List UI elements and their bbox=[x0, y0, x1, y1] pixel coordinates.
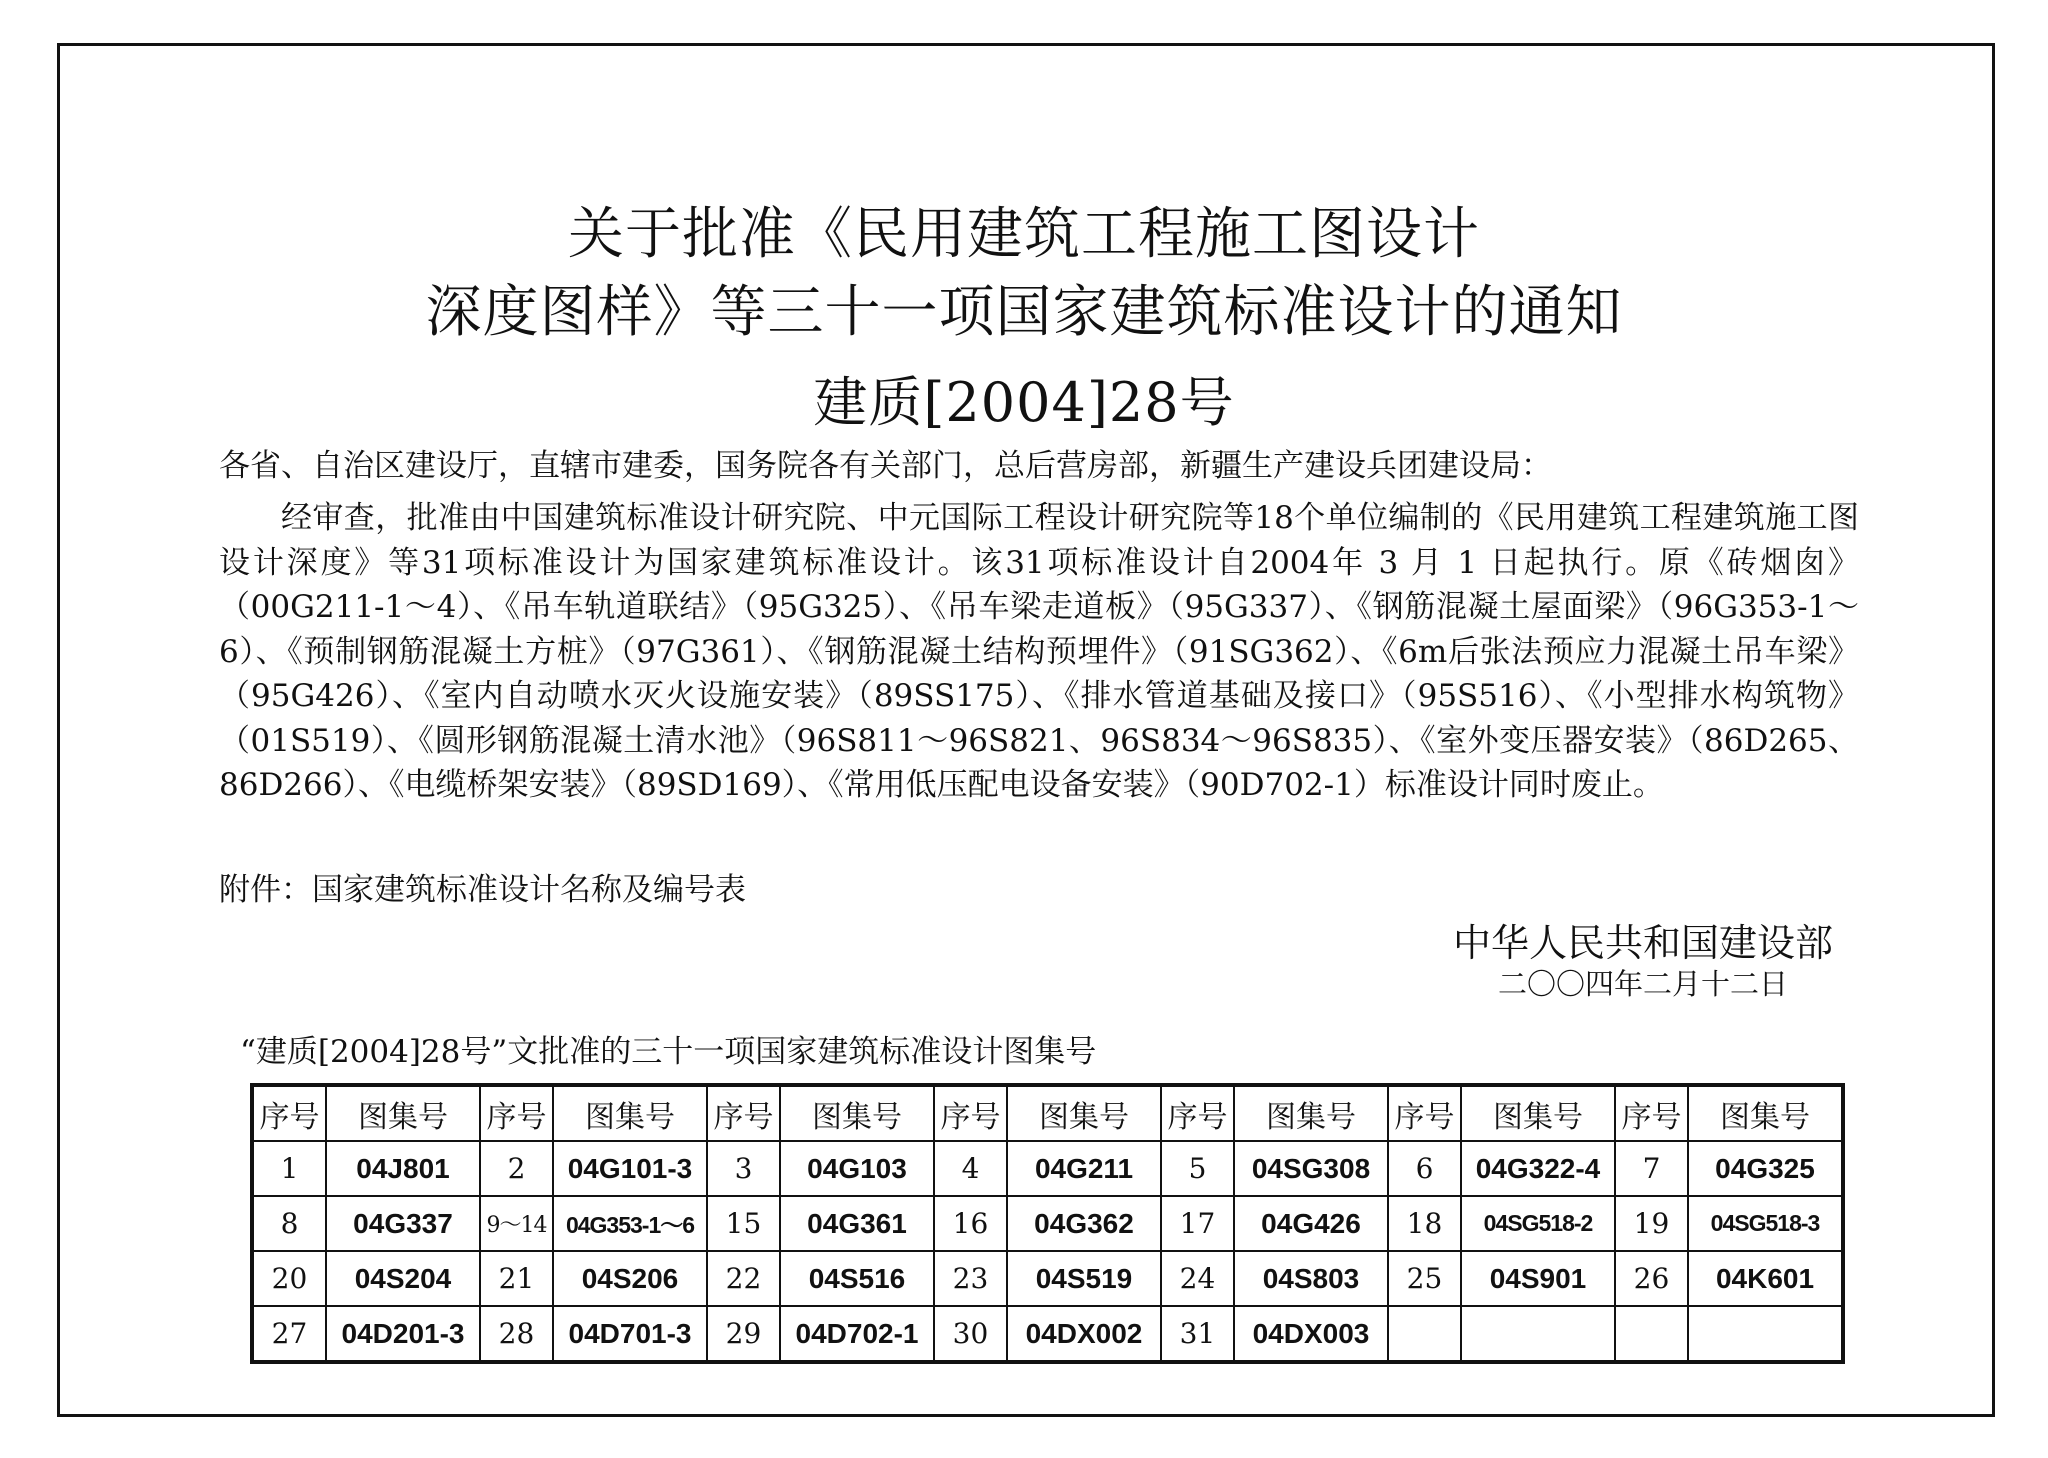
table-row bbox=[252, 1251, 1843, 1306]
header-cell-atlas-number: 图集号 bbox=[553, 1085, 707, 1141]
cell-sequence-number: 20 bbox=[252, 1251, 326, 1306]
cell-sequence-number: 31 bbox=[1161, 1306, 1234, 1362]
cell-atlas-number: 04D201-3 bbox=[326, 1306, 480, 1362]
cell-atlas-number: 04G322-4 bbox=[1461, 1141, 1615, 1196]
header-cell-number: 序号 bbox=[934, 1085, 1007, 1141]
header-cell-atlas-number: 图集号 bbox=[1234, 1085, 1388, 1141]
cell-atlas-number: 04S519 bbox=[1007, 1251, 1161, 1306]
cell-atlas-number: 04DX003 bbox=[1234, 1306, 1388, 1362]
cell-sequence-number: 4 bbox=[934, 1141, 1007, 1196]
atlas-number-table bbox=[250, 1083, 1845, 1364]
notice-title-line2: 深度图样》等三十一项国家建筑标准设计的通知 bbox=[425, 280, 1623, 345]
cell-sequence-number: 18 bbox=[1388, 1196, 1461, 1251]
cell-atlas-number: 04J801 bbox=[326, 1141, 480, 1196]
cell-sequence-number: 19 bbox=[1615, 1196, 1688, 1251]
header-cell-atlas-number: 图集号 bbox=[326, 1085, 480, 1141]
header-cell-atlas-number: 图集号 bbox=[1461, 1085, 1615, 1141]
cell-atlas-number: 04SG518-3 bbox=[1688, 1196, 1843, 1251]
cell-atlas-number: 04D701-3 bbox=[553, 1306, 707, 1362]
cell-atlas-number: 04S204 bbox=[326, 1251, 480, 1306]
cell-atlas-number: 04G426 bbox=[1234, 1196, 1388, 1251]
cell-atlas-number: 04D702-1 bbox=[780, 1306, 934, 1362]
table-row bbox=[252, 1141, 1843, 1196]
cell-atlas-number: 04G337 bbox=[326, 1196, 480, 1251]
cell-atlas-number: 04K601 bbox=[1688, 1251, 1843, 1306]
cell-sequence-number: 26 bbox=[1615, 1251, 1688, 1306]
header-cell-number: 序号 bbox=[1161, 1085, 1234, 1141]
cell-sequence-number: 22 bbox=[707, 1251, 780, 1306]
cell-sequence-number bbox=[1615, 1306, 1688, 1362]
cell-atlas-number: 04G353-1～6 bbox=[553, 1196, 707, 1251]
cell-atlas-number: 04S901 bbox=[1461, 1251, 1615, 1306]
cell-sequence-number: 2 bbox=[480, 1141, 553, 1196]
cell-sequence-number: 27 bbox=[252, 1306, 326, 1362]
header-cell-atlas-number: 图集号 bbox=[780, 1085, 934, 1141]
attachment-note: 附件：国家建筑标准设计名称及编号表 bbox=[219, 872, 746, 908]
salutation: 各省、自治区建设厅，直辖市建委，国务院各有关部门，总后营房部，新疆生产建设兵团建设局： bbox=[219, 448, 1552, 484]
cell-sequence-number: 8 bbox=[252, 1196, 326, 1251]
cell-atlas-number: 04S516 bbox=[780, 1251, 934, 1306]
body-paragraph: 经审查，批准由中国建筑标准设计研究院、中元国际工程设计研究院等18个单位编制的《民用建筑工程建筑施工图设计深度》等31项标准设计为国家建筑标准设计。该31项标准设计自2004年 3 月 1 日起执行。原《砖烟囱》（00G211-1～4）、《吊车轨道联结》（95G325）、《吊车梁走道板》（95G337）、《钢筋混凝土屋面梁》（96G353-1～6）、《预制钢筋混凝土方桩》（97G361）、《钢筋混凝土结构预埋件》（91SG362）、《6m后张法预应力混凝土吊车梁》（95G426）、《室内自动喷水灭火设施安装》（89SS175）、《排水管道基础及接口》（95S516）、《小型排水构筑物》（01S519）、《圆形钢筋混凝土清水池》（96S811～96S821、96S834～96S835）、《室外变压器安装》（86D265、86D266）、《电缆桥架安装》（89SD169）、《常用低压配电设备安装》（90D702-1）标准设计同时废止。 bbox=[219, 500, 1859, 803]
cell-atlas-number: 04G101-3 bbox=[553, 1141, 707, 1196]
cell-atlas-number: 04G325 bbox=[1688, 1141, 1843, 1196]
header-cell-atlas-number: 图集号 bbox=[1688, 1085, 1843, 1141]
cell-sequence-number: 23 bbox=[934, 1251, 1007, 1306]
table-caption: “建质[2004]28号”文批准的三十一项国家建筑标准设计图集号 bbox=[240, 1034, 1097, 1070]
header-cell-atlas-number: 图集号 bbox=[1007, 1085, 1161, 1141]
cell-sequence-number: 9～14 bbox=[480, 1196, 553, 1251]
cell-sequence-number: 3 bbox=[707, 1141, 780, 1196]
cell-atlas-number: 04S206 bbox=[553, 1251, 707, 1306]
cell-sequence-number: 16 bbox=[934, 1196, 1007, 1251]
header-cell-number: 序号 bbox=[707, 1085, 780, 1141]
header-cell-number: 序号 bbox=[480, 1085, 553, 1141]
cell-sequence-number: 6 bbox=[1388, 1141, 1461, 1196]
cell-sequence-number bbox=[1388, 1306, 1461, 1362]
cell-sequence-number: 17 bbox=[1161, 1196, 1234, 1251]
cell-sequence-number: 30 bbox=[934, 1306, 1007, 1362]
header-cell-number: 序号 bbox=[252, 1085, 326, 1141]
table-header-row bbox=[252, 1085, 1843, 1141]
cell-sequence-number: 24 bbox=[1161, 1251, 1234, 1306]
cell-atlas-number: 04SG518-2 bbox=[1461, 1196, 1615, 1251]
issuer-signature: 中华人民共和国建设部 bbox=[1452, 921, 1833, 965]
cell-atlas-number bbox=[1688, 1306, 1843, 1362]
cell-atlas-number: 04G211 bbox=[1007, 1141, 1161, 1196]
cell-atlas-number: 04SG308 bbox=[1234, 1141, 1388, 1196]
cell-sequence-number: 28 bbox=[480, 1306, 553, 1362]
cell-sequence-number: 15 bbox=[707, 1196, 780, 1251]
cell-sequence-number: 1 bbox=[252, 1141, 326, 1196]
cell-sequence-number: 7 bbox=[1615, 1141, 1688, 1196]
cell-sequence-number: 21 bbox=[480, 1251, 553, 1306]
header-cell-number: 序号 bbox=[1388, 1085, 1461, 1141]
cell-atlas-number: 04G103 bbox=[780, 1141, 934, 1196]
cell-atlas-number: 04G362 bbox=[1007, 1196, 1161, 1251]
cell-sequence-number: 5 bbox=[1161, 1141, 1234, 1196]
notice-title-line1: 关于批准《民用建筑工程施工图设计 bbox=[568, 202, 1480, 267]
cell-atlas-number: 04G361 bbox=[780, 1196, 934, 1251]
cell-atlas-number: 04S803 bbox=[1234, 1251, 1388, 1306]
cell-atlas-number bbox=[1461, 1306, 1615, 1362]
cell-sequence-number: 29 bbox=[707, 1306, 780, 1362]
table-row bbox=[252, 1196, 1843, 1251]
document-number: 建质[2004]28号 bbox=[813, 371, 1235, 434]
issue-date: 二〇〇四年二月十二日 bbox=[1497, 967, 1788, 1001]
table-row bbox=[252, 1306, 1843, 1362]
cell-atlas-number: 04DX002 bbox=[1007, 1306, 1161, 1362]
header-cell-number: 序号 bbox=[1615, 1085, 1688, 1141]
cell-sequence-number: 25 bbox=[1388, 1251, 1461, 1306]
